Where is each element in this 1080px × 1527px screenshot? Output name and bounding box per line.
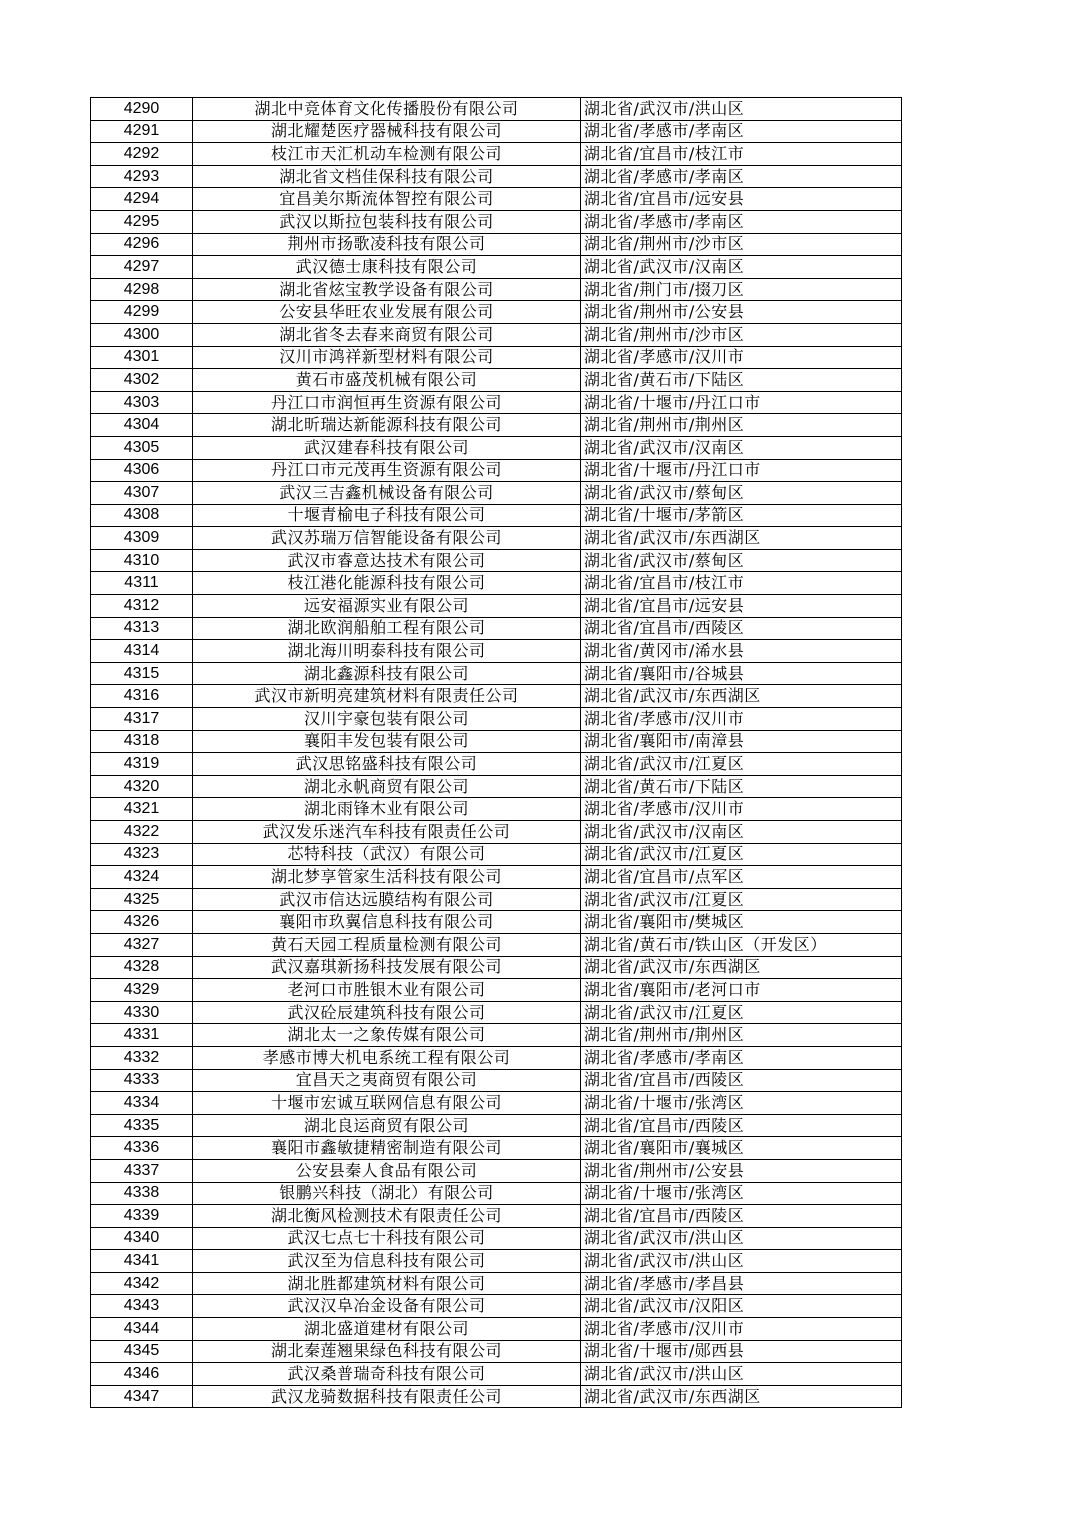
row-number-cell: 4325 [91, 888, 193, 911]
company-name-cell: 武汉汉阜冶金设备有限公司 [193, 1295, 581, 1318]
row-number-cell: 4297 [91, 256, 193, 279]
region-cell: 湖北省/宜昌市/枝江市 [581, 572, 902, 595]
table-row [91, 414, 902, 437]
row-number-cell: 4303 [91, 391, 193, 414]
row-number-cell: 4319 [91, 753, 193, 776]
row-number-cell: 4336 [91, 1137, 193, 1160]
region-cell: 湖北省/十堰市/丹江口市 [581, 459, 902, 482]
company-name-cell: 湖北太一之象传媒有限公司 [193, 1024, 581, 1047]
row-number-cell: 4302 [91, 369, 193, 392]
row-number-cell: 4341 [91, 1250, 193, 1273]
company-name-cell: 武汉思铭盛科技有限公司 [193, 753, 581, 776]
region-cell: 湖北省/武汉市/江夏区 [581, 753, 902, 776]
region-cell: 湖北省/孝感市/孝南区 [581, 210, 902, 233]
row-number-cell: 4334 [91, 1092, 193, 1115]
table-row [91, 866, 902, 889]
table-row [91, 98, 902, 121]
table-row [91, 1182, 902, 1205]
row-number-cell: 4315 [91, 662, 193, 685]
table-row [91, 369, 902, 392]
table-row [91, 821, 902, 844]
table-row [91, 1159, 902, 1182]
row-number-cell: 4330 [91, 1001, 193, 1024]
table-row [91, 843, 902, 866]
region-cell: 湖北省/黄石市/铁山区（开发区） [581, 933, 902, 956]
company-name-cell: 丹江口市元茂再生资源有限公司 [193, 459, 581, 482]
company-name-cell: 襄阳市鑫敏捷精密制造有限公司 [193, 1137, 581, 1160]
row-number-cell: 4326 [91, 911, 193, 934]
table-row [91, 685, 902, 708]
company-name-cell: 枝江港化能源科技有限公司 [193, 572, 581, 595]
company-name-cell: 武汉市信达远膜结构有限公司 [193, 888, 581, 911]
row-number-cell: 4337 [91, 1159, 193, 1182]
row-number-cell: 4324 [91, 866, 193, 889]
company-name-cell: 湖北胜都建筑材料有限公司 [193, 1272, 581, 1295]
table-row [91, 256, 902, 279]
company-name-cell: 湖北省炫宝教学设备有限公司 [193, 278, 581, 301]
region-cell: 湖北省/襄阳市/谷城县 [581, 662, 902, 685]
row-number-cell: 4318 [91, 730, 193, 753]
table-row [91, 459, 902, 482]
row-number-cell: 4333 [91, 1069, 193, 1092]
table-row [91, 753, 902, 776]
company-name-cell: 武汉桑普瑞奇科技有限公司 [193, 1363, 581, 1386]
company-name-cell: 湖北衡风检测技术有限责任公司 [193, 1205, 581, 1228]
region-cell: 湖北省/武汉市/洪山区 [581, 1227, 902, 1250]
company-name-cell: 十堰市宏诚互联网信息有限公司 [193, 1092, 581, 1115]
table-row [91, 1024, 902, 1047]
row-number-cell: 4316 [91, 685, 193, 708]
table-row [91, 640, 902, 663]
region-cell: 湖北省/武汉市/东西湖区 [581, 685, 902, 708]
region-cell: 湖北省/宜昌市/远安县 [581, 595, 902, 618]
row-number-cell: 4329 [91, 979, 193, 1002]
row-number-cell: 4311 [91, 572, 193, 595]
row-number-cell: 4290 [91, 98, 193, 121]
region-cell: 湖北省/十堰市/郧西县 [581, 1340, 902, 1363]
region-cell: 湖北省/武汉市/汉南区 [581, 436, 902, 459]
region-cell: 湖北省/荆门市/掇刀区 [581, 278, 902, 301]
region-cell: 湖北省/武汉市/江夏区 [581, 843, 902, 866]
region-cell: 湖北省/武汉市/江夏区 [581, 1001, 902, 1024]
row-number-cell: 4328 [91, 956, 193, 979]
region-cell: 湖北省/宜昌市/西陵区 [581, 1069, 902, 1092]
region-cell: 湖北省/十堰市/茅箭区 [581, 504, 902, 527]
company-name-cell: 老河口市胜银木业有限公司 [193, 979, 581, 1002]
company-name-cell: 银鹏兴科技（湖北）有限公司 [193, 1182, 581, 1205]
table-row [91, 504, 902, 527]
table-row [91, 1227, 902, 1250]
region-cell: 湖北省/十堰市/丹江口市 [581, 391, 902, 414]
region-cell: 湖北省/黄石市/下陆区 [581, 369, 902, 392]
region-cell: 湖北省/十堰市/张湾区 [581, 1092, 902, 1115]
company-name-cell: 武汉德士康科技有限公司 [193, 256, 581, 279]
region-cell: 湖北省/武汉市/洪山区 [581, 1250, 902, 1273]
table-body [91, 98, 902, 1408]
table-row [91, 188, 902, 211]
company-name-cell: 武汉建春科技有限公司 [193, 436, 581, 459]
company-name-cell: 公安县秦人食品有限公司 [193, 1159, 581, 1182]
row-number-cell: 4301 [91, 346, 193, 369]
table-row [91, 775, 902, 798]
row-number-cell: 4338 [91, 1182, 193, 1205]
table-row [91, 617, 902, 640]
region-cell: 湖北省/孝感市/汉川市 [581, 1318, 902, 1341]
company-name-cell: 武汉市新明亮建筑材料有限责任公司 [193, 685, 581, 708]
company-name-cell: 武汉发乐迷汽车科技有限责任公司 [193, 821, 581, 844]
table-row [91, 165, 902, 188]
table-row [91, 1137, 902, 1160]
company-name-cell: 湖北秦莲翘果绿色科技有限公司 [193, 1340, 581, 1363]
table-row [91, 1046, 902, 1069]
row-number-cell: 4294 [91, 188, 193, 211]
region-cell: 湖北省/武汉市/汉南区 [581, 256, 902, 279]
company-name-cell: 武汉砼辰建筑科技有限公司 [193, 1001, 581, 1024]
table-row [91, 730, 902, 753]
row-number-cell: 4312 [91, 595, 193, 618]
table-row [91, 346, 902, 369]
region-cell: 湖北省/孝感市/汉川市 [581, 708, 902, 731]
company-name-cell: 湖北欧润船舶工程有限公司 [193, 617, 581, 640]
region-cell: 湖北省/黄冈市/浠水县 [581, 640, 902, 663]
table-row [91, 888, 902, 911]
region-cell: 湖北省/孝感市/孝昌县 [581, 1272, 902, 1295]
region-cell: 湖北省/武汉市/洪山区 [581, 98, 902, 121]
row-number-cell: 4342 [91, 1272, 193, 1295]
row-number-cell: 4307 [91, 482, 193, 505]
company-name-cell: 武汉龙骑数据科技有限责任公司 [193, 1385, 581, 1408]
table-row [91, 1205, 902, 1228]
region-cell: 湖北省/宜昌市/西陵区 [581, 1205, 902, 1228]
table-row [91, 911, 902, 934]
table-row [91, 143, 902, 166]
region-cell: 湖北省/孝感市/汉川市 [581, 798, 902, 821]
row-number-cell: 4295 [91, 210, 193, 233]
table-row [91, 933, 902, 956]
region-cell: 湖北省/宜昌市/西陵区 [581, 617, 902, 640]
company-name-cell: 湖北良运商贸有限公司 [193, 1114, 581, 1137]
company-name-cell: 湖北雨锋木业有限公司 [193, 798, 581, 821]
region-cell: 湖北省/武汉市/东西湖区 [581, 956, 902, 979]
row-number-cell: 4310 [91, 549, 193, 572]
table-row [91, 1069, 902, 1092]
table-row [91, 798, 902, 821]
table-row [91, 527, 902, 550]
row-number-cell: 4327 [91, 933, 193, 956]
table-row [91, 956, 902, 979]
region-cell: 湖北省/武汉市/汉阳区 [581, 1295, 902, 1318]
table-row [91, 572, 902, 595]
table-row [91, 1001, 902, 1024]
company-name-cell: 湖北省文档佳保科技有限公司 [193, 165, 581, 188]
table-row [91, 1318, 902, 1341]
region-cell: 湖北省/黄石市/下陆区 [581, 775, 902, 798]
region-cell: 湖北省/荆州市/荆州区 [581, 414, 902, 437]
row-number-cell: 4313 [91, 617, 193, 640]
row-number-cell: 4298 [91, 278, 193, 301]
table-row [91, 1092, 902, 1115]
company-name-cell: 湖北耀楚医疗器械科技有限公司 [193, 120, 581, 143]
row-number-cell: 4299 [91, 301, 193, 324]
region-cell: 湖北省/襄阳市/南漳县 [581, 730, 902, 753]
table-row [91, 1340, 902, 1363]
region-cell: 湖北省/武汉市/东西湖区 [581, 527, 902, 550]
row-number-cell: 4291 [91, 120, 193, 143]
company-name-cell: 黄石市盛茂机械有限公司 [193, 369, 581, 392]
table-row [91, 301, 902, 324]
region-cell: 湖北省/荆州市/公安县 [581, 301, 902, 324]
table-row [91, 1250, 902, 1273]
company-name-cell: 武汉至为信息科技有限公司 [193, 1250, 581, 1273]
row-number-cell: 4300 [91, 323, 193, 346]
table-row [91, 233, 902, 256]
row-number-cell: 4317 [91, 708, 193, 731]
table-row [91, 708, 902, 731]
company-name-cell: 汉川宇豪包装有限公司 [193, 708, 581, 731]
table-row [91, 323, 902, 346]
company-name-cell: 芯特科技（武汉）有限公司 [193, 843, 581, 866]
region-cell: 湖北省/荆州市/沙市区 [581, 323, 902, 346]
company-name-cell: 武汉三吉鑫机械设备有限公司 [193, 482, 581, 505]
row-number-cell: 4323 [91, 843, 193, 866]
region-cell: 湖北省/荆州市/公安县 [581, 1159, 902, 1182]
table-row [91, 278, 902, 301]
company-name-cell: 宜昌美尔斯流体智控有限公司 [193, 188, 581, 211]
company-name-cell: 远安福源实业有限公司 [193, 595, 581, 618]
company-name-cell: 湖北昕瑞达新能源科技有限公司 [193, 414, 581, 437]
row-number-cell: 4322 [91, 821, 193, 844]
table-row [91, 662, 902, 685]
row-number-cell: 4309 [91, 527, 193, 550]
company-name-cell: 湖北鑫源科技有限公司 [193, 662, 581, 685]
row-number-cell: 4335 [91, 1114, 193, 1137]
company-name-cell: 湖北海川明泰科技有限公司 [193, 640, 581, 663]
region-cell: 湖北省/襄阳市/襄城区 [581, 1137, 902, 1160]
company-name-cell: 公安县华旺农业发展有限公司 [193, 301, 581, 324]
row-number-cell: 4344 [91, 1318, 193, 1341]
company-name-cell: 湖北省冬去春来商贸有限公司 [193, 323, 581, 346]
row-number-cell: 4321 [91, 798, 193, 821]
company-name-cell: 湖北永帆商贸有限公司 [193, 775, 581, 798]
row-number-cell: 4296 [91, 233, 193, 256]
row-number-cell: 4332 [91, 1046, 193, 1069]
row-number-cell: 4343 [91, 1295, 193, 1318]
company-name-cell: 枝江市天汇机动车检测有限公司 [193, 143, 581, 166]
row-number-cell: 4340 [91, 1227, 193, 1250]
table-row [91, 1385, 902, 1408]
region-cell: 湖北省/十堰市/张湾区 [581, 1182, 902, 1205]
company-name-cell: 黄石天园工程质量检测有限公司 [193, 933, 581, 956]
row-number-cell: 4304 [91, 414, 193, 437]
region-cell: 湖北省/襄阳市/老河口市 [581, 979, 902, 1002]
region-cell: 湖北省/襄阳市/樊城区 [581, 911, 902, 934]
row-number-cell: 4345 [91, 1340, 193, 1363]
region-cell: 湖北省/武汉市/蔡甸区 [581, 549, 902, 572]
region-cell: 湖北省/宜昌市/枝江市 [581, 143, 902, 166]
company-name-cell: 丹江口市润恒再生资源有限公司 [193, 391, 581, 414]
table-row [91, 210, 902, 233]
company-name-cell: 武汉苏瑞万信智能设备有限公司 [193, 527, 581, 550]
table-row [91, 1295, 902, 1318]
company-name-cell: 襄阳丰发包装有限公司 [193, 730, 581, 753]
company-name-cell: 汉川市鸿祥新型材料有限公司 [193, 346, 581, 369]
table-row [91, 120, 902, 143]
region-cell: 湖北省/武汉市/东西湖区 [581, 1385, 902, 1408]
table-row [91, 979, 902, 1002]
region-cell: 湖北省/宜昌市/西陵区 [581, 1114, 902, 1137]
table-row [91, 1363, 902, 1386]
table-row [91, 391, 902, 414]
region-cell: 湖北省/武汉市/洪山区 [581, 1363, 902, 1386]
row-number-cell: 4339 [91, 1205, 193, 1228]
region-cell: 湖北省/荆州市/沙市区 [581, 233, 902, 256]
company-name-cell: 武汉市睿意达技术有限公司 [193, 549, 581, 572]
company-name-cell: 十堰青榆电子科技有限公司 [193, 504, 581, 527]
row-number-cell: 4308 [91, 504, 193, 527]
company-name-cell: 宜昌天之夷商贸有限公司 [193, 1069, 581, 1092]
region-cell: 湖北省/宜昌市/点军区 [581, 866, 902, 889]
table-row [91, 1272, 902, 1295]
table-row [91, 482, 902, 505]
table-row [91, 595, 902, 618]
region-cell: 湖北省/孝感市/孝南区 [581, 120, 902, 143]
company-name-cell: 湖北梦享管家生活科技有限公司 [193, 866, 581, 889]
row-number-cell: 4346 [91, 1363, 193, 1386]
company-name-cell: 襄阳市玖翼信息科技有限公司 [193, 911, 581, 934]
row-number-cell: 4347 [91, 1385, 193, 1408]
company-name-cell: 湖北盛道建材有限公司 [193, 1318, 581, 1341]
row-number-cell: 4306 [91, 459, 193, 482]
company-name-cell: 荆州市扬歌凌科技有限公司 [193, 233, 581, 256]
table-row [91, 436, 902, 459]
row-number-cell: 4320 [91, 775, 193, 798]
company-name-cell: 孝感市博大机电系统工程有限公司 [193, 1046, 581, 1069]
region-cell: 湖北省/宜昌市/远安县 [581, 188, 902, 211]
region-cell: 湖北省/武汉市/蔡甸区 [581, 482, 902, 505]
region-cell: 湖北省/武汉市/汉南区 [581, 821, 902, 844]
table-row [91, 1114, 902, 1137]
table-row [91, 549, 902, 572]
row-number-cell: 4314 [91, 640, 193, 663]
company-name-cell: 湖北中竞体育文化传播股份有限公司 [193, 98, 581, 121]
company-name-cell: 武汉七点七十科技有限公司 [193, 1227, 581, 1250]
company-name-cell: 武汉以斯拉包装科技有限公司 [193, 210, 581, 233]
company-table [90, 97, 902, 1408]
region-cell: 湖北省/孝感市/汉川市 [581, 346, 902, 369]
region-cell: 湖北省/孝感市/孝南区 [581, 165, 902, 188]
region-cell: 湖北省/荆州市/荆州区 [581, 1024, 902, 1047]
row-number-cell: 4293 [91, 165, 193, 188]
row-number-cell: 4305 [91, 436, 193, 459]
region-cell: 湖北省/孝感市/孝南区 [581, 1046, 902, 1069]
row-number-cell: 4292 [91, 143, 193, 166]
row-number-cell: 4331 [91, 1024, 193, 1047]
region-cell: 湖北省/武汉市/江夏区 [581, 888, 902, 911]
company-name-cell: 武汉嘉琪新扬科技发展有限公司 [193, 956, 581, 979]
